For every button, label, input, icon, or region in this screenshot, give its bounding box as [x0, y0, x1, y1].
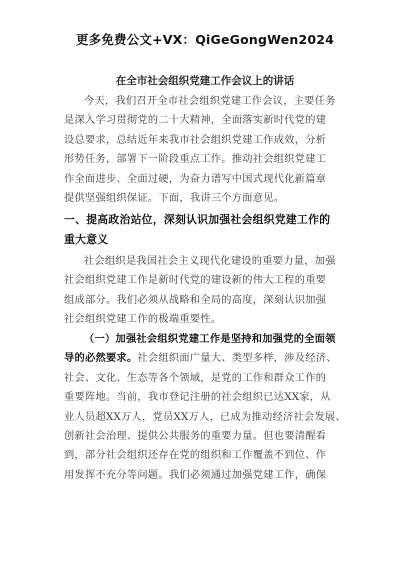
document-title: 在全市社会组织党建工作会议上的讲话 [115, 75, 295, 87]
intro-line: 是深入学习贯彻党的二十大精神，全面落实新时代党的建 [64, 115, 327, 127]
intro-line: 形势任务，部署下一阶段重点工作。推动社会组织党建工 [64, 154, 327, 166]
subsection-heading-tail: 导的必然要求。 [64, 352, 138, 365]
subsection-heading-line: （一）加强社会组织党建工作是坚持和加强党的全面领 [84, 333, 336, 345]
subsection-paragraph [64, 330, 354, 485]
section-heading [64, 210, 354, 250]
page-header: 更多免费公文+VX：QiGeGongWen2024 [75, 32, 335, 47]
subsection-line: 社会、文化、生态等各个领域，是党的工作和群众工作的 [64, 372, 327, 384]
subsection-line: 到，部分社会组织还存在党的组织和工作覆盖不到位、作 [64, 450, 327, 462]
section-heading-line: 重大意义 [64, 233, 109, 246]
intro-line: 作全面进步、全面过硬，为奋力谱写中国式现代化新篇章 [64, 173, 327, 185]
body-line: 社会组织是我国社会主义现代化建设的重要力量，加强 [84, 256, 336, 267]
subsection-line: 业人员超XX万人，党员XX万人，已成为推动经济社会发展、 [64, 411, 346, 423]
body-line: 社会组织党建工作的极端重要性。 [64, 314, 222, 326]
section-body [64, 252, 354, 330]
subsection-line [64, 349, 354, 368]
body-line: 组成部分。我们必须从战略和全局的高度，深刻认识加强 [64, 294, 327, 306]
subsection-line: 重要阵地。当前，我市登记注册的社会组织已达XX家，从 [64, 392, 331, 404]
subsection-line: 用发挥不充分等问题。我们必须通过加强党建工作，确保 [64, 469, 327, 481]
intro-line: 提供坚强组织保证。下面，我讲三个方面意见。 [64, 192, 285, 204]
section-heading-line: 一、提高政治站位，深刻认识加强社会组织党建工作的 [64, 213, 331, 226]
intro-line: 今天，我们召开全市社会组织党建工作会议，主要任务 [84, 96, 336, 107]
intro-paragraph [64, 92, 354, 208]
body-line: 社会组织党建工作是新时代党的建设新的伟大工程的重要 [64, 275, 327, 287]
subsection-text: 社会组织面广量大、类型多样，涉及经济、 [137, 353, 337, 365]
intro-line: 设总要求，总结近年来我市社会组织党建工作成效，分析 [64, 134, 327, 146]
subsection-line: 创新社会治理、提供公共服务的重要力量。但也要清醒看 [64, 430, 327, 442]
